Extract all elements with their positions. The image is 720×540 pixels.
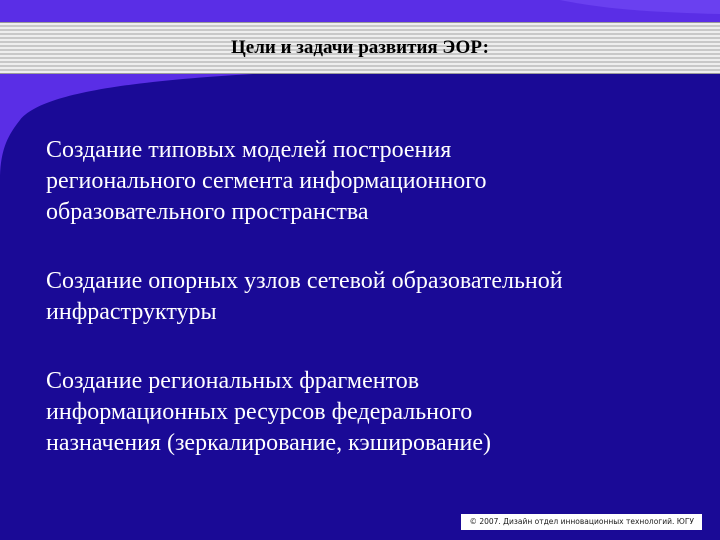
content-list bbox=[46, 135, 686, 497]
slide-title: Цели и задачи развития ЭОР: bbox=[231, 37, 489, 58]
footer-copyright: © 2007. Дизайн отдел инновационных технологий. ЮГУ bbox=[461, 514, 702, 530]
list-item-1: Создание типовых моделей построения регионального сегмента информационного образовательного пространства bbox=[46, 137, 487, 225]
title-bar bbox=[0, 22, 720, 74]
list-item-3: Создание региональных фрагментов информационных ресурсов федерального назначения (зеркалирование, кэширование) bbox=[46, 368, 492, 456]
list-item-2: Создание опорных узлов сетевой образовательной инфраструктуры bbox=[46, 268, 563, 325]
